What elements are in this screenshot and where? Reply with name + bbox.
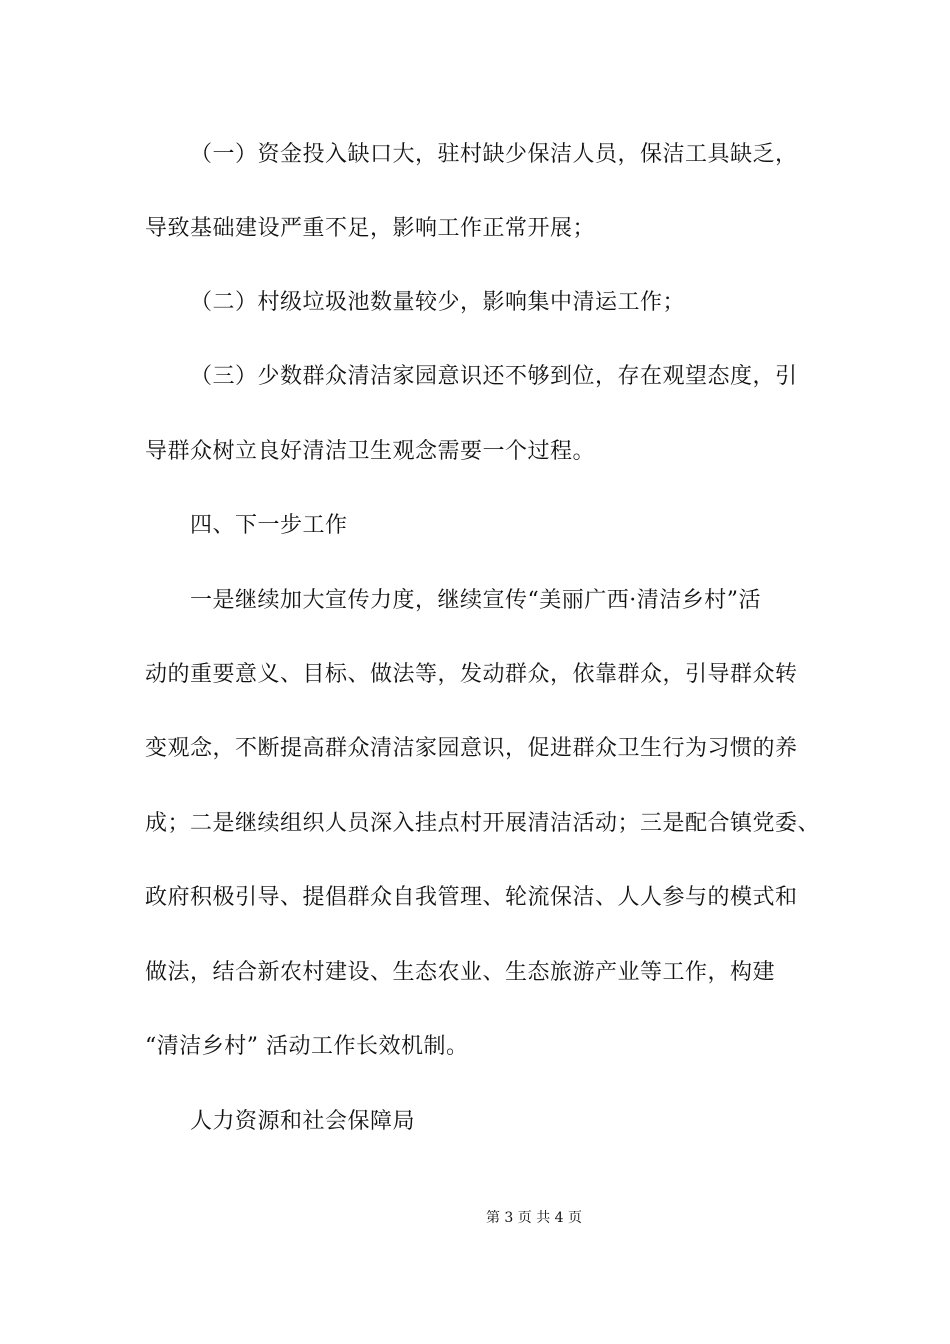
paragraph-line: 变观念，不断提高群众清洁家园意识，促进群众卫生行为习惯的养 bbox=[145, 736, 798, 761]
paragraph-line: 成；二是继续组织人员深入挂点村开展清洁活动；三是配合镇党委、 bbox=[145, 811, 821, 836]
paragraph-line: （一）资金投入缺口大，驻村缺少保洁人员，保洁工具缺乏， bbox=[190, 142, 798, 167]
signature-organization: 人力资源和社会保障局 bbox=[190, 1109, 416, 1134]
paragraph-line: 导致基础建设严重不足，影响工作正常开展； bbox=[145, 216, 596, 241]
paragraph-line: （二）村级垃圾池数量较少，影响集中清运工作； bbox=[190, 290, 686, 315]
page-number-footer: 第 3 页 共 4 页 bbox=[485, 1210, 583, 1226]
paragraph-line: “清洁乡村” 活动工作长效机制。 bbox=[145, 1034, 469, 1059]
paragraph-line: 动的重要意义、目标、做法等，发动群众，依靠群众，引导群众转 bbox=[145, 662, 798, 687]
paragraph-line: （三）少数群众清洁家园意识还不够到位，存在观望态度，引 bbox=[190, 364, 798, 389]
paragraph-line: 政府积极引导、提倡群众自我管理、轮流保洁、人人参与的模式和 bbox=[145, 885, 798, 910]
paragraph-line: 一是继续加大宣传力度，继续宣传“美丽广西·清洁乡村”活 bbox=[190, 588, 761, 613]
paragraph-line: 做法，结合新农村建设、生态农业、生态旅游产业等工作，构建 bbox=[145, 960, 776, 985]
section-heading: 四、下一步工作 bbox=[190, 513, 348, 538]
paragraph-line: 导群众树立良好清洁卫生观念需要一个过程。 bbox=[145, 439, 596, 464]
